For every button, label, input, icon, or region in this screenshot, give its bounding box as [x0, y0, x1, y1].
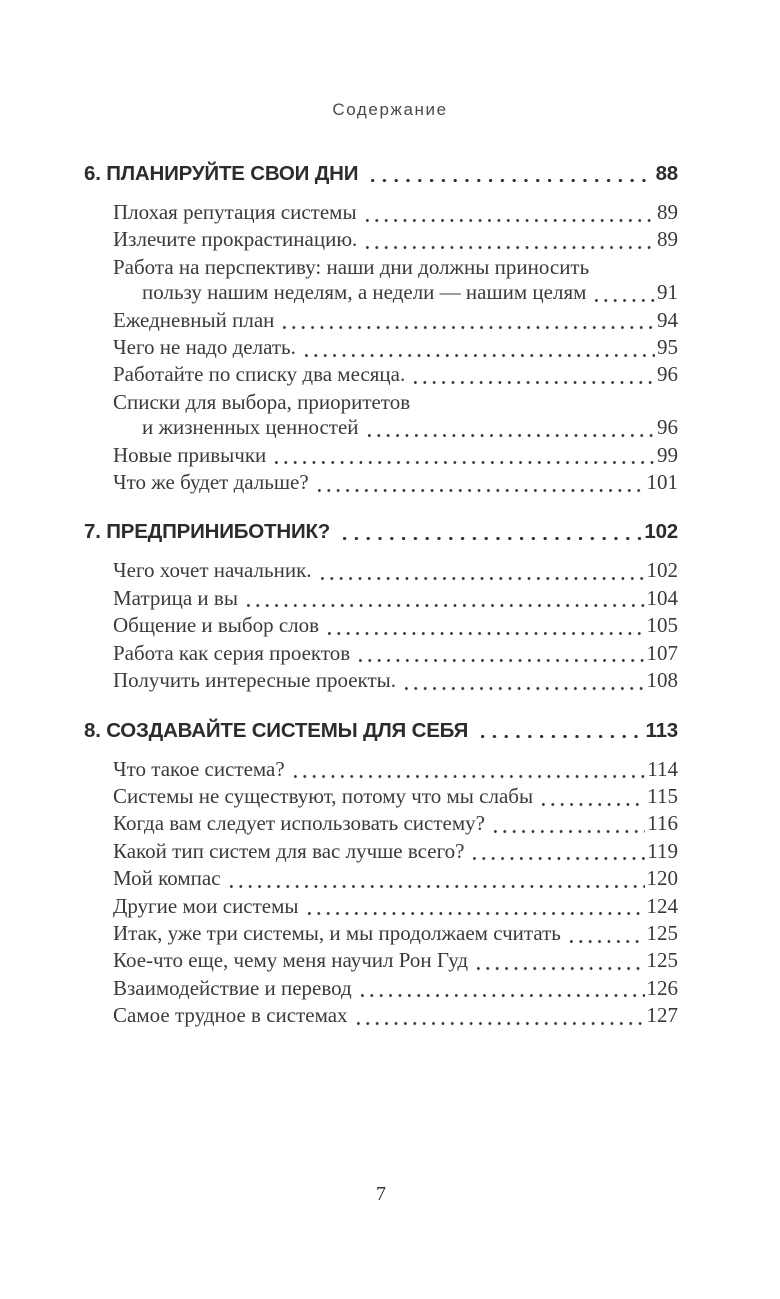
toc-entry-title: пользу нашим неделям, а недели — нашим целям: [142, 280, 587, 305]
toc-entry: [84, 557, 678, 584]
toc-entry-line: [113, 442, 678, 469]
toc-entry-line: [113, 947, 678, 974]
toc-entry-title: Ежедневный план: [113, 307, 275, 332]
page-number: 7: [376, 1183, 386, 1205]
toc-section: [84, 160, 678, 496]
toc-entry-line: [113, 756, 678, 783]
toc-entry-page: 91: [657, 280, 678, 305]
toc-entry-page: 119: [647, 838, 678, 863]
toc-entry-title: Чего не надо делать.: [113, 335, 296, 360]
toc-entry-page: 116: [647, 811, 678, 836]
dot-leader-icon: [367, 160, 652, 187]
dot-leader-icon: [567, 920, 645, 947]
toc-entry-line: [113, 1002, 678, 1029]
table-of-contents: [84, 160, 678, 1030]
dot-leader-icon: [244, 585, 645, 612]
toc-entry: [84, 947, 678, 974]
toc-entry-line: [113, 469, 678, 496]
dot-leader-icon: [291, 756, 646, 783]
book-page: [0, 99, 780, 1299]
toc-entries: [84, 199, 678, 496]
toc-entries: [84, 756, 678, 1030]
toc-chapter-title: 6. ПЛАНИРУЙТЕ СВОИ ДНИ: [84, 162, 359, 185]
dot-leader-icon: [363, 226, 655, 253]
dot-leader-icon: [280, 307, 655, 334]
dot-leader-icon: [325, 612, 644, 639]
toc-entry: [84, 640, 678, 667]
toc-entry-line: [113, 893, 678, 920]
toc-entry-page: 114: [647, 756, 678, 781]
toc-entry-line: [113, 226, 678, 253]
toc-entry: [84, 612, 678, 639]
toc-entry-line: [113, 612, 678, 639]
toc-entry-line: [113, 279, 678, 306]
toc-entry-page: 125: [646, 920, 678, 945]
toc-section: [84, 518, 678, 694]
toc-entry-line: [113, 389, 678, 416]
toc-entry-page: 99: [657, 442, 678, 467]
toc-entry: [84, 469, 678, 496]
toc-entry: [84, 756, 678, 783]
toc-entry-page: 95: [657, 335, 678, 360]
toc-entry-page: 107: [646, 640, 678, 665]
dot-leader-icon: [477, 717, 642, 744]
toc-chapter-page: 113: [645, 718, 678, 742]
toc-entry-page: 105: [646, 613, 678, 638]
toc-section: [84, 717, 678, 1030]
toc-chapter-title: 7. ПРЕДПРИНИБОТНИК?: [84, 520, 331, 544]
toc-chapter-row: [84, 160, 678, 187]
toc-entry-line: [113, 975, 678, 1002]
dot-leader-icon: [356, 640, 644, 667]
dot-leader-icon: [539, 783, 645, 810]
toc-entry: [84, 975, 678, 1002]
toc-chapter-page: 102: [644, 520, 678, 544]
toc-entry-page: 125: [646, 948, 678, 973]
dot-leader-icon: [358, 975, 645, 1002]
toc-entry-title: Получить интересные проекты.: [113, 668, 397, 693]
toc-entry-line: [113, 838, 678, 865]
toc-entry-line: [113, 361, 678, 388]
toc-entry-page: 104: [646, 585, 678, 610]
toc-entry-title: Какой тип систем для вас лучше всего?: [113, 838, 465, 863]
dot-leader-icon: [354, 1002, 645, 1029]
toc-entry-line: [113, 199, 678, 226]
toc-entry-line: [113, 254, 678, 281]
toc-entry-line: [113, 334, 678, 361]
toc-entry: [84, 442, 678, 469]
dot-leader-icon: [363, 199, 655, 226]
toc-entry-page: 89: [657, 200, 678, 224]
toc-entry-page: 120: [646, 866, 678, 891]
dot-leader-icon: [318, 557, 645, 584]
toc-entry: [84, 810, 678, 837]
toc-entry-title: Другие мои системы: [113, 893, 299, 918]
toc-entry: [84, 783, 678, 810]
toc-entry-title: Списки для выбора, приоритетов: [113, 389, 411, 414]
toc-entry-line: [113, 307, 678, 334]
toc-entry-page: 101: [646, 470, 678, 495]
toc-entry: [84, 1002, 678, 1029]
toc-entry-line: [113, 585, 678, 612]
toc-entry-title: Работайте по списку два месяца.: [113, 362, 406, 387]
toc-entry-line: [113, 920, 678, 947]
toc-entry-title: Что же будет дальше?: [113, 470, 309, 495]
toc-entry-title: Когда вам следует использовать систему?: [113, 811, 485, 836]
running-head: Содержание: [332, 100, 448, 119]
toc-entry: [84, 865, 678, 892]
toc-entry: [84, 254, 678, 307]
dot-leader-icon: [402, 667, 644, 694]
toc-chapter-row: [84, 717, 678, 744]
toc-entries: [84, 557, 678, 694]
toc-entry-page: 115: [647, 783, 678, 808]
toc-entry-page: 96: [657, 362, 678, 387]
toc-chapter-page: 88: [655, 162, 678, 185]
toc-entry-line: [113, 414, 678, 441]
toc-entry-title: Самое трудное в системах: [113, 1003, 348, 1028]
toc-entry-title: Общение и выбор слов: [113, 613, 320, 638]
toc-entry-title: Новые привычки: [113, 442, 267, 467]
dot-leader-icon: [411, 361, 655, 388]
toc-entry: [84, 585, 678, 612]
toc-entry-page: 108: [646, 668, 678, 693]
dot-leader-icon: [470, 838, 645, 865]
dot-leader-icon: [474, 947, 644, 974]
toc-entry-title: Системы не существуют, потому что мы слабы: [113, 783, 534, 808]
toc-entry: [84, 667, 678, 694]
dot-leader-icon: [305, 893, 645, 920]
toc-entry-page: 94: [657, 307, 678, 332]
toc-entry-title: Взаимодействие и перевод: [113, 975, 352, 1000]
toc-entry-title: Что такое система?: [113, 756, 285, 781]
toc-entry-title: Матрица и вы: [113, 585, 238, 610]
toc-entry-page: 126: [646, 975, 678, 1000]
dot-leader-icon: [315, 469, 645, 496]
toc-entry-title: Работа как серия проектов: [113, 640, 351, 665]
dot-leader-icon: [365, 414, 655, 441]
dot-leader-icon: [302, 334, 655, 361]
toc-entry-page: 102: [646, 558, 678, 583]
toc-entry: [84, 334, 678, 361]
toc-chapter-row: [84, 518, 678, 545]
dot-leader-icon: [592, 279, 655, 306]
dot-leader-icon: [227, 865, 645, 892]
toc-entry-title: Кое-что еще, чему меня научил Рон Гуд: [113, 948, 469, 973]
toc-entry-line: [113, 810, 678, 837]
toc-entry: [84, 199, 678, 226]
toc-entry-page: 124: [646, 893, 678, 918]
toc-entry-title: и жизненных ценностей: [142, 415, 359, 440]
toc-entry: [84, 361, 678, 388]
toc-entry: [84, 920, 678, 947]
toc-entry: [84, 226, 678, 253]
toc-entry-line: [113, 667, 678, 694]
toc-entry-page: 89: [657, 227, 678, 252]
toc-entry-title: Работа на перспективу: наши дни должны приносить: [113, 254, 590, 279]
toc-entry: [84, 307, 678, 334]
toc-entry-line: [113, 865, 678, 892]
toc-entry-title: Чего хочет начальник.: [113, 558, 312, 583]
toc-entry-title: Итак, уже три системы, и мы продолжаем считать: [113, 920, 561, 945]
toc-entry-page: 96: [657, 415, 678, 440]
dot-leader-icon: [491, 810, 645, 837]
toc-entry-page: 127: [646, 1003, 678, 1028]
toc-entry-title: Мой компас: [113, 866, 221, 891]
toc-entry-title: Излечите прокрастинацию.: [113, 227, 358, 252]
dot-leader-icon: [339, 518, 641, 545]
toc-entry-title: Плохая репутация системы: [113, 200, 357, 224]
toc-entry-line: [113, 640, 678, 667]
toc-entry: [84, 389, 678, 442]
toc-entry: [84, 893, 678, 920]
toc-entry-line: [113, 557, 678, 584]
toc-entry-line: [113, 783, 678, 810]
dot-leader-icon: [272, 442, 655, 469]
toc-chapter-title: 8. СОЗДАВАЙТЕ СИСТЕМЫ ДЛЯ СЕБЯ: [84, 718, 469, 742]
toc-entry: [84, 838, 678, 865]
